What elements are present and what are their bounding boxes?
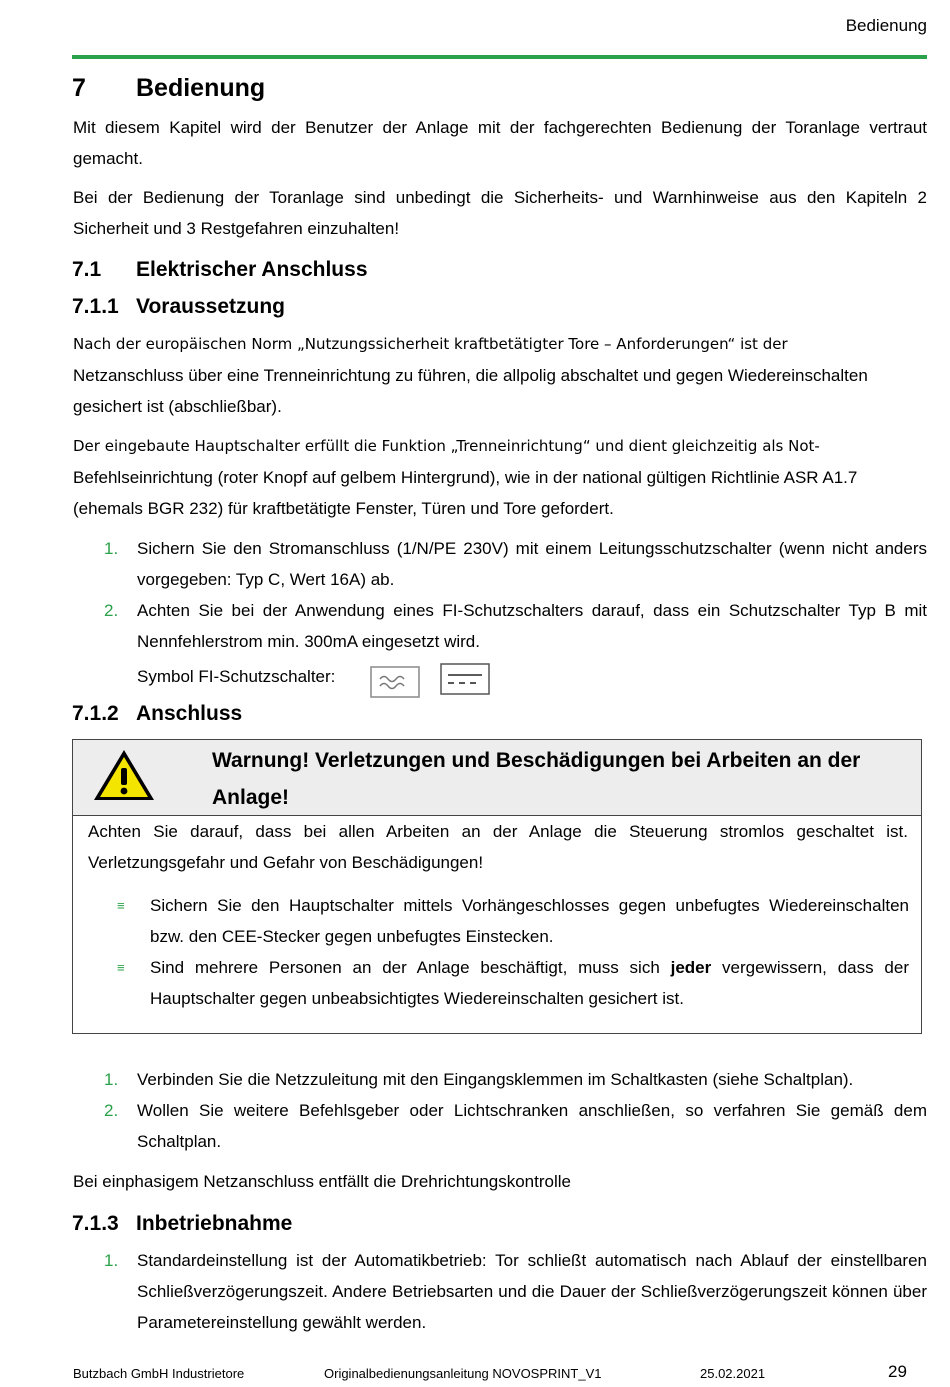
section-number: 7.1.2 bbox=[72, 702, 119, 725]
section-number: 7.1 bbox=[72, 258, 102, 281]
paragraph-rest: Netzanschluss über eine Trenneinrichtung zu führen, die allpolig abschaltet und gegen Wiedereinschalten gesichert ist (abschließbar). bbox=[73, 366, 868, 416]
list-number: 2. bbox=[104, 1101, 119, 1120]
list-number: 2. bbox=[104, 601, 119, 620]
page-number: 29 bbox=[888, 1362, 907, 1381]
paragraph-rest: Befehlseinrichtung (roter Knopf auf gelbem Hintergrund), wie in der national gültigen Richtlinie ASR A1.7 (ehemals BGR 232) für kraftbetätigte Fenster, Türen und Tore gefordert. bbox=[73, 468, 858, 518]
dc-current-symbol-icon bbox=[440, 663, 490, 695]
ac-current-symbol-icon bbox=[370, 666, 420, 698]
list-text: Sichern Sie den Hauptschalter mittels Vorhängeschlosses gegen unbefugtes Wiedereinschalten bzw. den CEE-Stecker gegen unbefugtes Einstecken. bbox=[150, 896, 909, 946]
list-item bbox=[104, 1064, 927, 1095]
bullet-icon: ≡ bbox=[117, 960, 125, 975]
intro-paragraph-1: Mit diesem Kapitel wird der Benutzer der Anlage mit der fachgerechten Bedienung der Toranlage vertraut gemacht. bbox=[73, 118, 927, 168]
chapter-number: 7 bbox=[72, 74, 86, 102]
footer-document: Originalbedienungsanleitung NOVOSPRINT_V1 bbox=[324, 1366, 602, 1381]
footer-date: 25.02.2021 bbox=[700, 1366, 766, 1381]
emphasis: jeder bbox=[670, 958, 712, 977]
section-heading-7-1 bbox=[72, 258, 368, 282]
list-item bbox=[104, 533, 927, 595]
list-number: 1. bbox=[104, 539, 119, 558]
list-item bbox=[104, 1245, 927, 1338]
section-number: 7.1.1 bbox=[72, 295, 119, 318]
list-item bbox=[104, 595, 927, 657]
section-title: Inbetriebnahme bbox=[136, 1212, 293, 1235]
footer-company: Butzbach GmbH Industrietore bbox=[73, 1366, 245, 1381]
section-title: Anschluss bbox=[136, 702, 243, 725]
steps-7-1-3 bbox=[104, 1245, 927, 1338]
list-item bbox=[104, 1095, 927, 1157]
paragraph-main-switch bbox=[73, 430, 927, 524]
intro-paragraph-2: Bei der Bedienung der Toranlage sind unbedingt die Sicherheits- und Warnhinweise aus den Kapiteln 2 Sicherheit und 3 Restgefahren einzuhalten! bbox=[73, 188, 927, 238]
list-text: Sind mehrere Personen an der Anlage beschäftigt, muss sich bbox=[150, 958, 671, 977]
list-text: vergewissern, dass der Hauptschalter gegen unbeabsichtigtes Wiedereinschalten gesichert ist. bbox=[150, 958, 909, 1008]
chapter-heading bbox=[72, 74, 265, 103]
paragraph-lead: Der eingebaute Hauptschalter erfüllt die Funktion „Trenneinrichtung“ und dient gleichzeitig als Not- bbox=[73, 437, 820, 455]
list-text: Verbinden Sie die Netzzuleitung mit den Eingangsklemmen im Schaltkasten (siehe Schaltplan). bbox=[137, 1070, 854, 1089]
paragraph-lead: Nach der europäischen Norm „Nutzungssicherheit kraftbetätigter Tore – Anforderungen“ ist der bbox=[73, 335, 788, 353]
section-title: Voraussetzung bbox=[136, 295, 285, 318]
section-heading-7-1-2 bbox=[72, 702, 242, 726]
section-heading-7-1-3 bbox=[72, 1212, 292, 1236]
list-text: Sichern Sie den Stromanschluss (1/N/PE 230V) mit einem Leitungsschutzschalter (wenn nicht anders vorgegeben: Typ C, Wert 16A) ab. bbox=[137, 539, 927, 589]
running-header: Bedienung bbox=[845, 16, 927, 35]
warning-title: Warnung! Verletzungen und Beschädigungen bei Arbeiten an der Anlage! bbox=[212, 749, 861, 809]
list-item bbox=[117, 952, 909, 1014]
section-title: Elektrischer Anschluss bbox=[136, 258, 368, 281]
symbol-label: Symbol FI-Schutzschalter: bbox=[137, 667, 336, 686]
chapter-title: Bedienung bbox=[136, 74, 266, 102]
warning-bullets bbox=[117, 890, 909, 1014]
list-item bbox=[117, 890, 909, 952]
header-rule bbox=[72, 55, 927, 59]
warning-triangle-icon bbox=[92, 748, 156, 802]
steps-7-1-1 bbox=[104, 533, 927, 657]
list-number: 1. bbox=[104, 1251, 119, 1270]
section-number: 7.1.3 bbox=[72, 1212, 119, 1235]
bullet-icon: ≡ bbox=[117, 898, 125, 913]
steps-7-1-2 bbox=[104, 1064, 927, 1157]
note-single-phase: Bei einphasigem Netzanschluss entfällt die Drehrichtungskontrolle bbox=[73, 1172, 571, 1191]
list-number: 1. bbox=[104, 1070, 119, 1089]
list-text: Standardeinstellung ist der Automatikbetrieb: Tor schließt automatisch nach Ablauf der einstellbaren Schließverzögerungszeit. Andere Betriebsarten und die Dauer der Schließverzögerungszeit können über Parametereinstellung gewählt werden. bbox=[137, 1251, 927, 1332]
list-text: Wollen Sie weitere Befehlsgeber oder Lichtschranken anschließen, so verfahren Sie gemäß dem Schaltplan. bbox=[137, 1101, 927, 1151]
warning-body: Achten Sie darauf, dass bei allen Arbeiten an der Anlage die Steuerung stromlos geschaltet ist. Verletzungsgefahr und Gefahr von Beschädigungen! bbox=[88, 822, 908, 872]
list-text: Achten Sie bei der Anwendung eines FI-Schutzschalters darauf, dass ein Schutzschalter Typ B mit Nennfehlerstrom min. 300mA eingesetzt wird. bbox=[137, 601, 927, 651]
paragraph-norm bbox=[73, 328, 927, 422]
section-heading-7-1-1 bbox=[72, 295, 285, 319]
